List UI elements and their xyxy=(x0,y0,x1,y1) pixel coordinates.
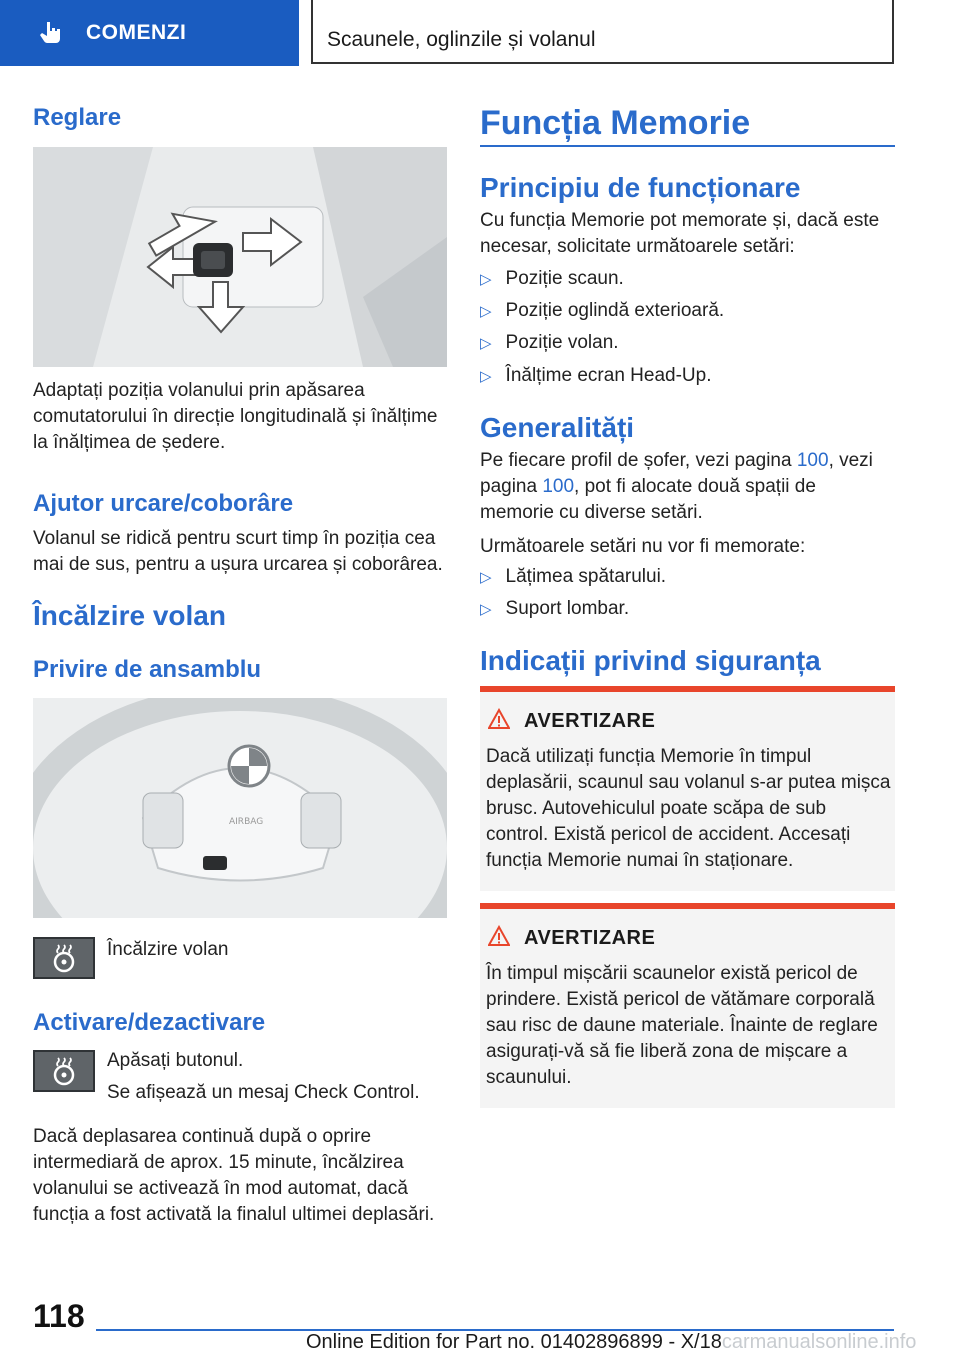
list-item: ▷ Lățimea spătarului. xyxy=(480,566,667,587)
triangle-bullet-icon: ▷ xyxy=(480,368,492,385)
list-item: ▷ Suport lombar. xyxy=(480,598,630,619)
list-item: ▷ Înălțime ecran Head-Up. xyxy=(480,365,712,386)
heading-incalzire: Încălzire volan xyxy=(33,600,226,631)
triangle-bullet-icon: ▷ xyxy=(480,569,492,586)
reglare-text: Adaptați poziția volanului prin apăsarea comutatorului în direcție longitudinală și înălțime la înălțimea de ședere. xyxy=(33,380,438,453)
warning-box xyxy=(480,903,895,1108)
chapter-tab[interactable] xyxy=(0,0,299,66)
triangle-bullet-icon: ▷ xyxy=(480,271,492,288)
heated-steering-caption: Încălzire volan xyxy=(107,939,229,960)
heated-steering-button-tile xyxy=(33,1050,95,1092)
page-number: 118 xyxy=(33,1298,85,1334)
heated-steering-wheel-icon xyxy=(48,1055,80,1087)
steering-wheel-illustration xyxy=(33,698,447,918)
section-header xyxy=(311,0,894,64)
warning-title: AVERTIZARE xyxy=(524,710,656,732)
warning-bar xyxy=(480,686,895,692)
heading-indicatii: Indicații privind siguranța xyxy=(480,645,821,676)
heading-generalitati: Generalități xyxy=(480,412,635,443)
heading-functia-memorie: Funcția Memorie xyxy=(480,104,751,142)
warning-bar xyxy=(480,903,895,909)
list-item: ▷ Poziție oglindă exterioară. xyxy=(480,300,725,321)
heading-reglare: Reglare xyxy=(33,104,122,131)
airbag-label: AIRBAG xyxy=(229,817,264,827)
activare-step-2: Se afișează un mesaj Check Control. xyxy=(107,1082,420,1103)
hand-pointer-icon xyxy=(38,20,64,46)
warning-text: Dacă utilizați funcția Memorie în timpul deplasării, scaunul sau volanul s-ar putea mișca brusc. Autovehiculul poate scăpa de sub control. Există pericol de accident. Accesați funcția Memorie numai în staționare. xyxy=(486,746,891,871)
heading-principiu: Principiu de funcționare xyxy=(480,172,801,203)
list-item: ▷ Poziție volan. xyxy=(480,332,619,353)
steering-column-illustration xyxy=(33,147,447,367)
activare-text: Dacă deplasarea continuă după o oprire intermediară de aprox. 15 minute, încălzirea volanului se activează în mod automat, dacă funcția a fost activată la finalul ultimei deplasări. xyxy=(33,1126,435,1225)
footer-edition: Online Edition for Part no. 01402896899 - X/18carmanualsonline.info xyxy=(306,1331,917,1353)
warning-title: AVERTIZARE xyxy=(524,927,656,949)
heated-steering-wheel-icon xyxy=(48,942,80,974)
heated-steering-icon-tile xyxy=(33,937,95,979)
steering-wheel-image xyxy=(33,698,447,918)
list-item: ▷ Poziție scaun. xyxy=(480,268,624,289)
heading-activare: Activare/dezactivare xyxy=(33,1009,266,1036)
page-link-100[interactable]: 100 xyxy=(542,476,575,497)
heading-ajutor: Ajutor urcare/coborâre xyxy=(33,490,294,517)
triangle-bullet-icon: ▷ xyxy=(480,335,492,352)
warning-triangle-icon xyxy=(488,708,510,730)
heading-privire: Privire de ansamblu xyxy=(33,656,262,683)
activare-step-1: Apăsați butonul. xyxy=(107,1050,244,1071)
triangle-bullet-icon: ▷ xyxy=(480,303,492,320)
generalitati-text: Pe fiecare profil de șofer, vezi pagina 100, vezi pagina 100, pot fi alocate două spații de memorie cu diverse setări. xyxy=(480,450,873,523)
title-rule xyxy=(480,145,895,147)
section-title: Scaunele, oglinzile și volanul xyxy=(327,28,596,51)
watermark: carmanualsonline.info xyxy=(721,1331,917,1353)
generalitati-text-2: Următoarele setări nu vor fi memorate: xyxy=(480,536,806,557)
steering-adjust-image xyxy=(33,147,447,367)
page-link-100[interactable]: 100 xyxy=(796,450,829,471)
principiu-text: Cu funcția Memorie pot memorate și, dacă este necesar, solicitate următoarele setări: xyxy=(480,210,880,257)
warning-box xyxy=(480,686,895,891)
triangle-bullet-icon: ▷ xyxy=(480,601,492,618)
warning-triangle-icon xyxy=(488,925,510,947)
ajutor-text: Volanul se ridică pentru scurt timp în poziția cea mai de sus, pentru a ușura urcarea și coborârea. xyxy=(33,528,443,575)
chapter-label: COMENZI xyxy=(86,21,187,44)
warning-text: În timpul mișcării scaunelor există pericol de prindere. Există pericol de vătămare corporală sau risc de daune materiale. Înainte de reglare asigurați-vă să fie liberă zona de mișcare a scaunului. xyxy=(486,963,878,1088)
